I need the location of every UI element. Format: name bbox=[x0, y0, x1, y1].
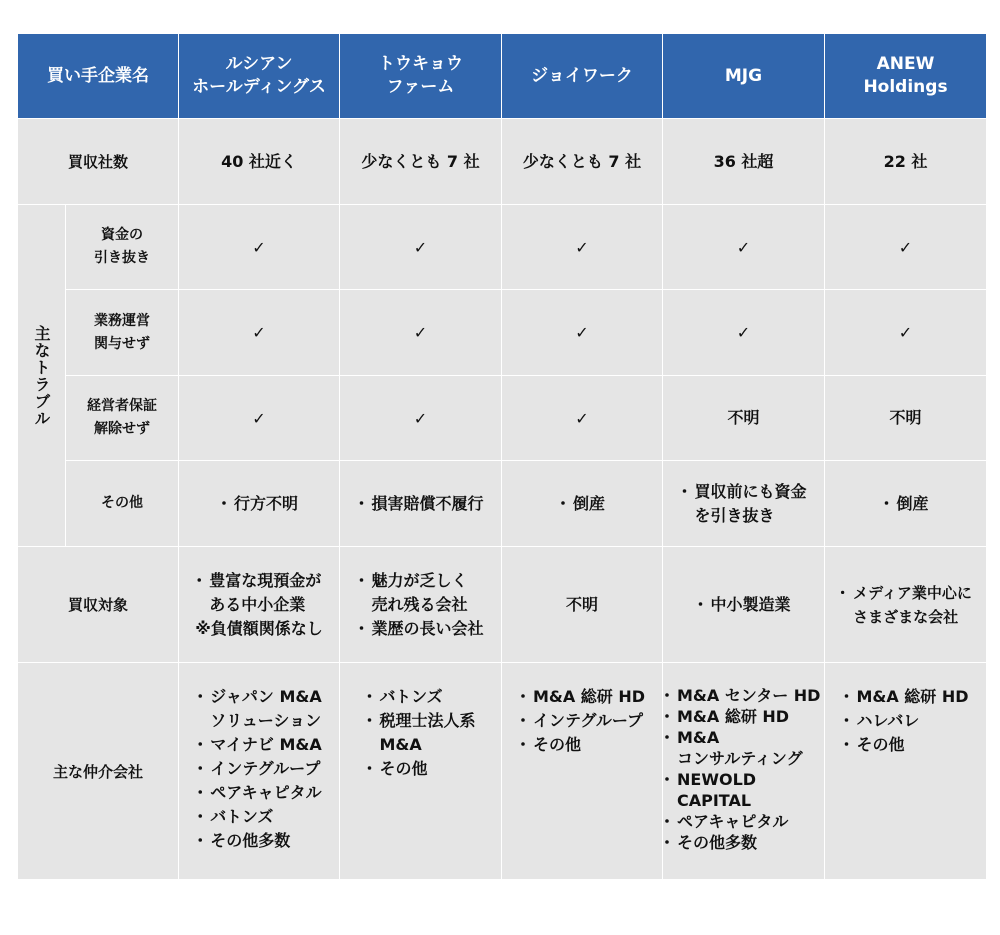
broker-list: ・ M&A 総研 HD ・ ハレバレ ・ その他 bbox=[825, 663, 987, 880]
check-mark: ✓ bbox=[179, 205, 340, 290]
target-value: 不明 bbox=[502, 547, 663, 663]
trouble-other-value: ・ 行方不明 bbox=[179, 461, 340, 547]
check-mark: ✓ bbox=[663, 205, 825, 290]
trouble-row bbox=[18, 290, 987, 376]
trouble-other-row bbox=[18, 461, 987, 547]
acquisitions-value: 22 社 bbox=[825, 119, 987, 205]
broker-list: ・ ジャパン M&A ソリューション ・ マイナビ M&A ・ インテグループ ・ ペアキャピタル ・ バトンズ ・ その他多数 bbox=[179, 663, 340, 880]
header-company-mjg: MJG bbox=[663, 34, 825, 119]
acquisitions-label: 買収社数 bbox=[18, 119, 179, 205]
troubles-group-label: 主なトラブル bbox=[18, 205, 66, 547]
target-value: ・ 豊富な現預金が ある中小企業 ※負債額関係なし bbox=[179, 547, 340, 663]
target-value: ・ メディア業中心に さまざまな会社 bbox=[825, 547, 987, 663]
trouble-other-value: ・ 買収前にも資金 を引き抜き bbox=[663, 461, 825, 547]
trouble-other-value: ・ 損害賠償不履行 bbox=[340, 461, 502, 547]
broker-list: ・ M&A センター HD ・ M&A 総研 HD ・ M&A コンサルティング ・ NEWOLD CAPITAL ・ ペアキャピタル ・ その他多数 bbox=[663, 663, 825, 880]
header-company-tokyo-farm: トウキョウ ファーム bbox=[340, 34, 502, 119]
broker-list: ・ バトンズ ・ 税理士法人系 M&A ・ その他 bbox=[340, 663, 502, 880]
comparison-table bbox=[17, 33, 987, 880]
check-mark: ✓ bbox=[502, 290, 663, 376]
acquisitions-value: 少なくとも 7 社 bbox=[340, 119, 502, 205]
header-row bbox=[18, 34, 987, 119]
header-company-joywork: ジョイワーク bbox=[502, 34, 663, 119]
header-company-anew: ANEW Holdings bbox=[825, 34, 987, 119]
check-mark: ✓ bbox=[179, 376, 340, 461]
targets-label: 買収対象 bbox=[18, 547, 179, 663]
broker-list: ・ M&A 総研 HD ・ インテグループ ・ その他 bbox=[502, 663, 663, 880]
acquisitions-value: 36 社超 bbox=[663, 119, 825, 205]
check-mark: ✓ bbox=[502, 205, 663, 290]
trouble-label: 資金の 引き抜き bbox=[66, 205, 179, 290]
check-mark: ✓ bbox=[340, 290, 502, 376]
trouble-other-value: ・ 倒産 bbox=[825, 461, 987, 547]
acquisitions-value: 少なくとも 7 社 bbox=[502, 119, 663, 205]
check-mark: ✓ bbox=[179, 290, 340, 376]
acquisitions-value: 40 社近く bbox=[179, 119, 340, 205]
unknown-value: 不明 bbox=[663, 376, 825, 461]
check-mark: ✓ bbox=[502, 376, 663, 461]
brokers-row bbox=[18, 663, 987, 880]
acquisitions-row bbox=[18, 119, 987, 205]
brokers-label: 主な仲介会社 bbox=[18, 663, 179, 880]
targets-row bbox=[18, 547, 987, 663]
check-mark: ✓ bbox=[825, 205, 987, 290]
trouble-other-label: その他 bbox=[66, 461, 179, 547]
header-corner: 買い手企業名 bbox=[18, 34, 179, 119]
trouble-other-value: ・ 倒産 bbox=[502, 461, 663, 547]
unknown-value: 不明 bbox=[825, 376, 987, 461]
target-value: ・ 魅力が乏しく 売れ残る会社 ・ 業歴の長い会社 bbox=[340, 547, 502, 663]
trouble-row bbox=[18, 376, 987, 461]
trouble-label: 経営者保証 解除せず bbox=[66, 376, 179, 461]
trouble-row bbox=[18, 205, 987, 290]
check-mark: ✓ bbox=[340, 376, 502, 461]
check-mark: ✓ bbox=[825, 290, 987, 376]
target-value: ・ 中小製造業 bbox=[663, 547, 825, 663]
trouble-label: 業務運営 関与せず bbox=[66, 290, 179, 376]
check-mark: ✓ bbox=[340, 205, 502, 290]
header-company-lucian: ルシアン ホールディングス bbox=[179, 34, 340, 119]
check-mark: ✓ bbox=[663, 290, 825, 376]
